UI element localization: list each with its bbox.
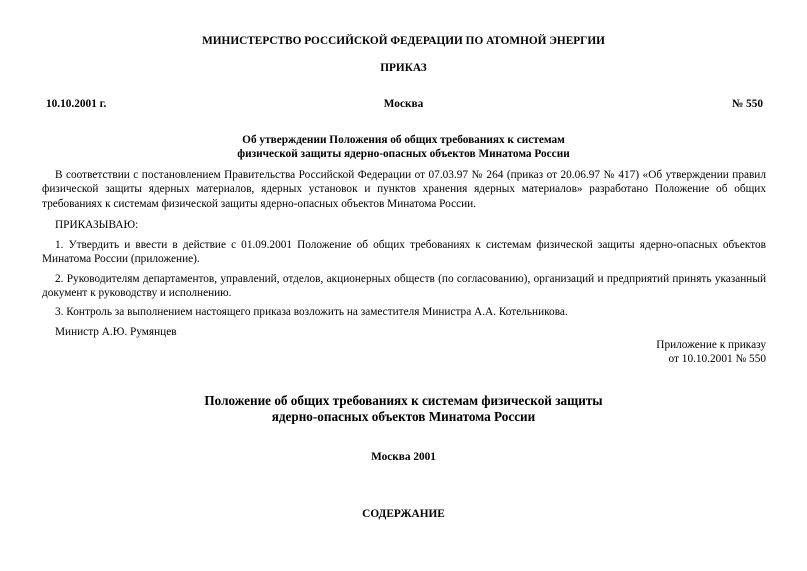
order-city: Москва: [383, 98, 424, 110]
order-heading: ПРИКАЗ: [380, 62, 427, 74]
regulation-title-line1: Положение об общих требованиях к системам физической защиты: [204, 393, 603, 408]
minister-signature: Министр А.Ю. Румянцев: [55, 326, 177, 338]
order-title-line1: Об утверждении Положения об общих требованиях к системам: [242, 134, 565, 146]
contents-heading: СОДЕРЖАНИЕ: [362, 508, 445, 520]
appendix-note-line1: Приложение к приказу: [656, 339, 766, 351]
order-number: № 550: [731, 98, 763, 110]
order-word: ПРИКАЗЫВАЮ:: [55, 219, 139, 231]
regulation-place-year: Москва 2001: [371, 451, 436, 463]
order-title-line2: физической защиты ядерно-опасных объектов Минатома России: [237, 148, 570, 160]
intro-paragraph: В соответствии с постановлением Правительства Российской Федерации от 07.03.97 № 264 (приказ от 20.06.97 № 417) «Об утверждении правил физической защиты ядерных материалов, ядерных установок и пунктов хранения ядерных материалов» разработано Положение об общих требованиях к системам физической защиты ядерно-опасных объектов Минатома России.: [42, 169, 766, 210]
appendix-note-line2: от 10.10.2001 № 550: [668, 353, 766, 365]
ministry-heading: МИНИСТЕРСТВО РОССИЙСКОЙ ФЕДЕРАЦИИ ПО АТОМНОЙ ЭНЕРГИИ: [202, 35, 605, 47]
order-item-1: 1. Утвердить и ввести в действие с 01.09.2001 Положение об общих требованиях к системам физической защиты ядерно-опасных объектов Минатома России (приложение).: [42, 239, 766, 266]
order-date: 10.10.2001 г.: [46, 98, 107, 110]
order-item-3: 3. Контроль за выполнением настоящего приказа возложить на заместителя Министра А.А. Котельникова.: [55, 306, 568, 318]
order-item-2: 2. Руководителям департаментов, управлений, отделов, акционерных обществ (по согласованию), организаций и предприятий принять указанный документ к руководству и исполнению.: [42, 273, 766, 300]
regulation-title-line2: ядерно-опасных объектов Минатома России: [271, 409, 536, 424]
